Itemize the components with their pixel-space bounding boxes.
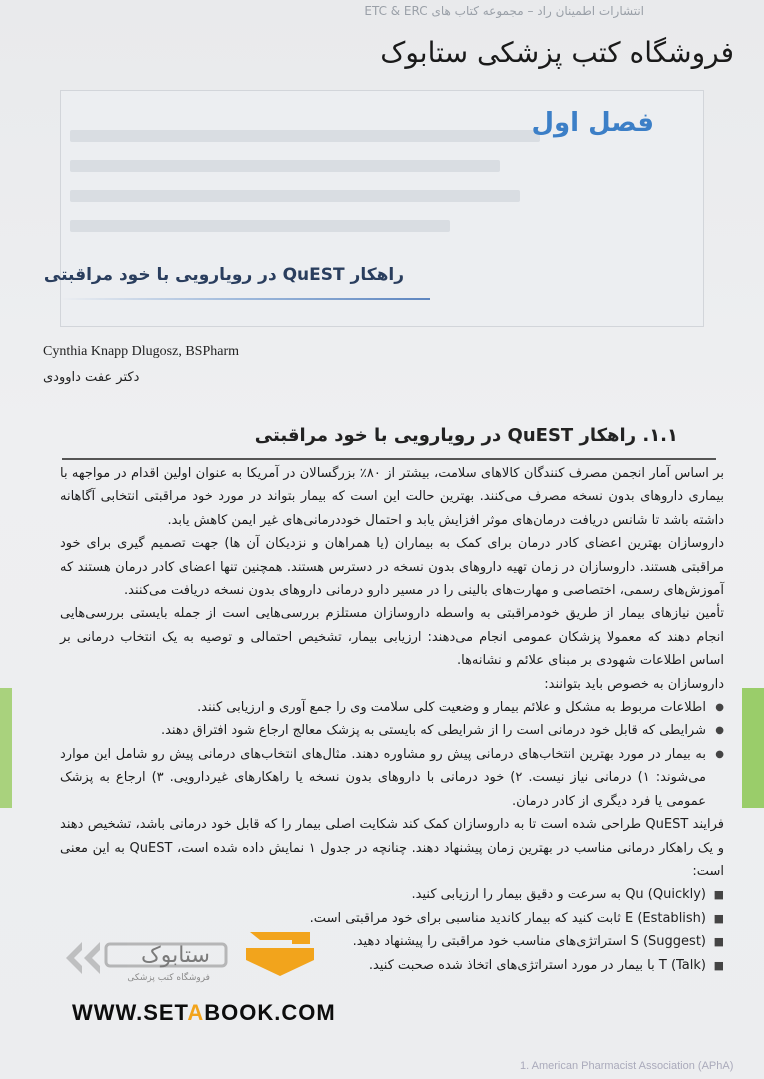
body-text <box>60 462 724 977</box>
series-line: انتشارات اطمینان راد – مجموعه کتاب های ETC & ERC <box>364 4 644 18</box>
list-item: ● شرایطی که قابل خود درمانی است را از شرایطی که بایستی به پزشک معالج ارجاع شود افتراق دهند. <box>60 719 724 742</box>
bleed-through-line <box>70 160 500 172</box>
author-name: Cynthia Knapp Dlugosz, BSPharm <box>43 344 239 359</box>
paragraph: داروسازان بهترین اعضای کادر درمان برای کمک به بیماران (یا همراهان و نزدیکان آن ها) جهت تصمیم گیری برای خود مراقبتی هستند. داروسازان در زمان تهیه داروهای بدون نسخه در دسترس هستند. همچنین تنها اعضای کادر درمان هستند که آموزش‌های رسمی، اختصاصی و مهارت‌های بالینی را در مسیر دارو درمانی داروهای بدون نسخه دریافت می‌کنند. <box>60 536 724 599</box>
chapter-label: فصل اول <box>531 108 654 138</box>
list-item: ■ T (Talk) با بیمار در مورد استراتژی‌های اتخاذ شده صحبت کنید. <box>60 954 724 977</box>
bleed-through-line <box>70 130 540 142</box>
list-item: ■ E (Establish) ثابت کنید که بیمار کاندید مناسبی برای خود مراقبتی است. <box>60 907 724 930</box>
list-item: ■ S (Suggest) استراتژی‌های مناسب خود مراقبتی را پیشنهاد دهید. <box>60 930 724 953</box>
paragraph: بر اساس آمار انجمن مصرف کنندگان کالاهای سلامت، بیشتر از ۸۰٪ بزرگسالان در آمریکا به عنوان اولین اقدام در مواجهه با بیماری داروهای بدون نسخه مصرف می‌کنند. بهترین حالت این است که بیمار بتواند در مورد خود مراقبتی انتخابی آگاهانه داشته باشد تا شانس دریافت درمان‌های موثر افزایش یابد و احتمال خوددرمانی‌های غیر ایمن کاهش یابد. <box>60 466 724 528</box>
running-header <box>40 0 724 34</box>
list-item: ● به بیمار در مورد بهترین انتخاب‌های درمانی پیش رو مشاوره دهند. مثال‌های انتخاب‌های درمانی پیش رو شامل این موارد می‌شوند: ۱) درمانی نیاز نیست. ۲) خود درمانی با داروهای بدون نسخه یا راهکارهای غیردارویی. ۳) ارجاع به پزشک عمومی یا فرد دیگری از کادر درمان. <box>60 743 724 813</box>
paragraph: تأمین نیازهای بیمار از طریق خودمراقبتی به واسطه داروسازان مستلزم بررسی‌هایی است از جمله بایستی بررسی‌هایی انجام دهند که معمولا پزشکان عمومی انجام می‌دهند: ارزیابی بیمار، تشخیص احتمالی و توصیه به یک انتخاب درمانی بر اساس اطلاعات شهودی بر مبنای علائم و نشانه‌ها. <box>60 606 724 669</box>
setabook-logo-icon <box>60 918 330 988</box>
paragraph: داروسازان به خصوص باید بتوانند: <box>544 676 724 692</box>
quest-intro: فرایند QuEST طراحی شده است تا به داروسازان کمک کند شکایت اصلی بیمار را که قابل خود درمانی باشد، تشخیص دهند و یک راهکار درمانی مناسب در بهترین زمان پیشنهاد دهند. چنانچه در جدول ۱ نمایش داده شده است، QuEST به این معنی است: <box>60 817 725 879</box>
chapter-title: راهکار QuEST در رویارویی با خود مراقبتی <box>43 265 404 285</box>
watermark-url: WWW.SETABOOK.COM <box>72 1000 336 1025</box>
chapter-title-underline <box>60 298 430 300</box>
chapter-thumb-tab <box>742 688 764 808</box>
translator-name: دکتر عفت داوودی <box>43 370 140 385</box>
footnote: 1. American Pharmacist Association (APhA) <box>520 1060 734 1072</box>
list-item: ● اطلاعات مربوط به مشکل و علائم بیمار و وضعیت کلی سلامت وی را جمع آوری و ارزیابی کنند. <box>60 696 724 719</box>
store-title: فروشگاه کتب پزشکی ستابوک <box>380 36 734 69</box>
bleed-through-line <box>70 190 520 202</box>
logo-subtext: فروشگاه کتب پزشکی <box>127 973 210 983</box>
chapter-thumb-tab-left <box>0 688 12 808</box>
list-item: ■ Qu (Quickly) به سرعت و دقیق بیمار را ارزیابی کنید. <box>60 883 724 906</box>
section-rule <box>62 458 716 460</box>
bleed-through-line <box>70 220 450 232</box>
duties-list <box>60 696 724 813</box>
logo-text: ستابوک <box>141 943 210 968</box>
section-heading: ۱.۱. راهکار QuEST در رویارویی با خود مراقبتی <box>254 425 678 446</box>
